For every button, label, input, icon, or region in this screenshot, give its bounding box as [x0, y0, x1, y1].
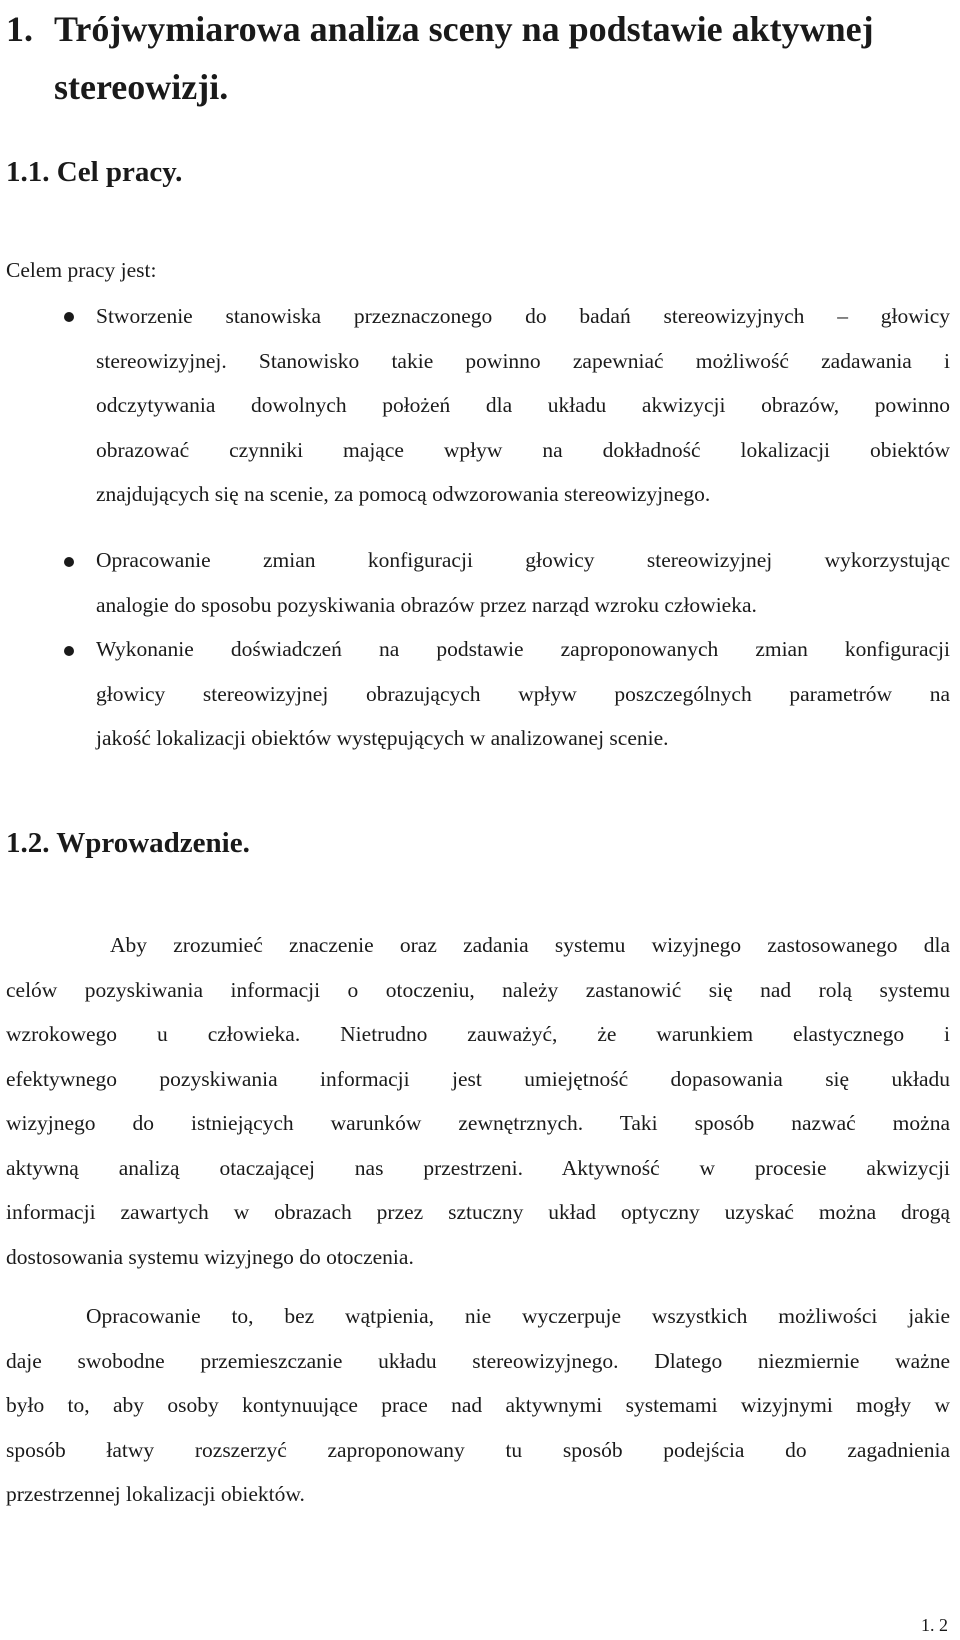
- paragraph-1-line: wizyjnego do istniejących warunków zewnętrznych. Taki sposób nazwać można: [6, 1111, 950, 1135]
- bullet-3-line: głowicy stereowizyjnej obrazujących wpływ poszczególnych parametrów na: [96, 681, 950, 706]
- bullet-1-line: Stworzenie stanowiska przeznaczonego do badań stereowizyjnych – głowicy: [96, 304, 950, 328]
- section-heading-wprowadzenie: 1.2. Wprowadzenie.: [6, 827, 250, 859]
- bullet-1-line: odczytywania dowolnych położeń dla układu akwizycji obrazów, powinno: [96, 393, 950, 417]
- paragraph-1-line: celów pozyskiwania informacji o otoczeniu, należy zastanowić się nad rolą systemu: [6, 977, 950, 1002]
- paragraph-1-line: aktywną analizą otaczającej nas przestrzeni. Aktywność w procesie akwizycji: [6, 1155, 950, 1180]
- bullet-1-line: obrazować czynniki mające wpływ na dokładność lokalizacji obiektów: [96, 437, 950, 462]
- bullet-item-1: [96, 294, 950, 517]
- bullet-1-line: stereowizyjnej. Stanowisko takie powinno zapewniać możliwość zadawania i: [96, 348, 950, 373]
- paragraph-2-line: przestrzennej lokalizacji obiektów.: [6, 1482, 305, 1506]
- section-heading-cel-pracy: 1.1. Cel pracy.: [6, 156, 183, 188]
- page-number: 1. 2: [921, 1615, 948, 1635]
- paragraph-2-line: Opracowanie to, bez wątpienia, nie wyczerpuje wszystkich możliwości jakie: [86, 1304, 950, 1328]
- paragraph-2-line: było to, aby osoby kontynuujące prace nad aktywnymi systemami wizyjnymi mogły w: [6, 1393, 950, 1417]
- paragraph-1-line: Aby zrozumieć znaczenie oraz zadania systemu wizyjnego zastosowanego dla: [110, 933, 950, 957]
- bullet-2-line: analogie do sposobu pozyskiwania obrazów przez narząd wzroku człowieka.: [96, 592, 757, 617]
- paragraph-2-line: sposób łatwy rozszerzyć zaproponowany tu sposób podejścia do zagadnienia: [6, 1437, 950, 1462]
- paragraph-1-line: wzrokowego u człowieka. Nietrudno zauważyć, że warunkiem elastycznego i: [6, 1022, 950, 1046]
- bullet-icon: [64, 646, 74, 656]
- paragraph-1-line: dostosowania systemu wizyjnego do otoczenia.: [6, 1244, 414, 1269]
- chapter-title-line-2: stereowizji.: [54, 67, 229, 107]
- chapter-number: 1.: [6, 9, 33, 49]
- paragraph-1: [6, 923, 950, 1279]
- bullet-icon: [64, 557, 74, 567]
- bullet-1-line: znajdujących się na scenie, za pomocą odwzorowania stereowizyjnego.: [96, 482, 711, 506]
- bullet-icon: [64, 312, 74, 322]
- bullet-item-2: [96, 538, 950, 627]
- bullet-3-line: jakość lokalizacji obiektów występujących w analizowanej scenie.: [96, 726, 669, 750]
- paragraph-2-line: daje swobodne przemieszczanie układu stereowizyjnego. Dlatego niezmiernie ważne: [6, 1348, 950, 1373]
- bullet-3-line: Wykonanie doświadczeń na podstawie zaproponowanych zmian konfiguracji: [96, 637, 950, 661]
- intro-text: Celem pracy jest:: [6, 258, 157, 282]
- chapter-heading: [6, 0, 946, 116]
- paragraph-2: [6, 1294, 950, 1517]
- paragraph-1-line: informacji zawartych w obrazach przez sztuczny układ optyczny uzyskać można drogą: [6, 1200, 950, 1224]
- paragraph-1-line: efektywnego pozyskiwania informacji jest umiejętność dopasowania się układu: [6, 1066, 950, 1091]
- chapter-title-line-1: Trójwymiarowa analiza sceny na podstawie aktywnej: [54, 9, 874, 49]
- bullet-item-3: [96, 627, 950, 761]
- bullet-2-line: Opracowanie zmian konfiguracji głowicy stereowizyjnej wykorzystując: [96, 548, 950, 572]
